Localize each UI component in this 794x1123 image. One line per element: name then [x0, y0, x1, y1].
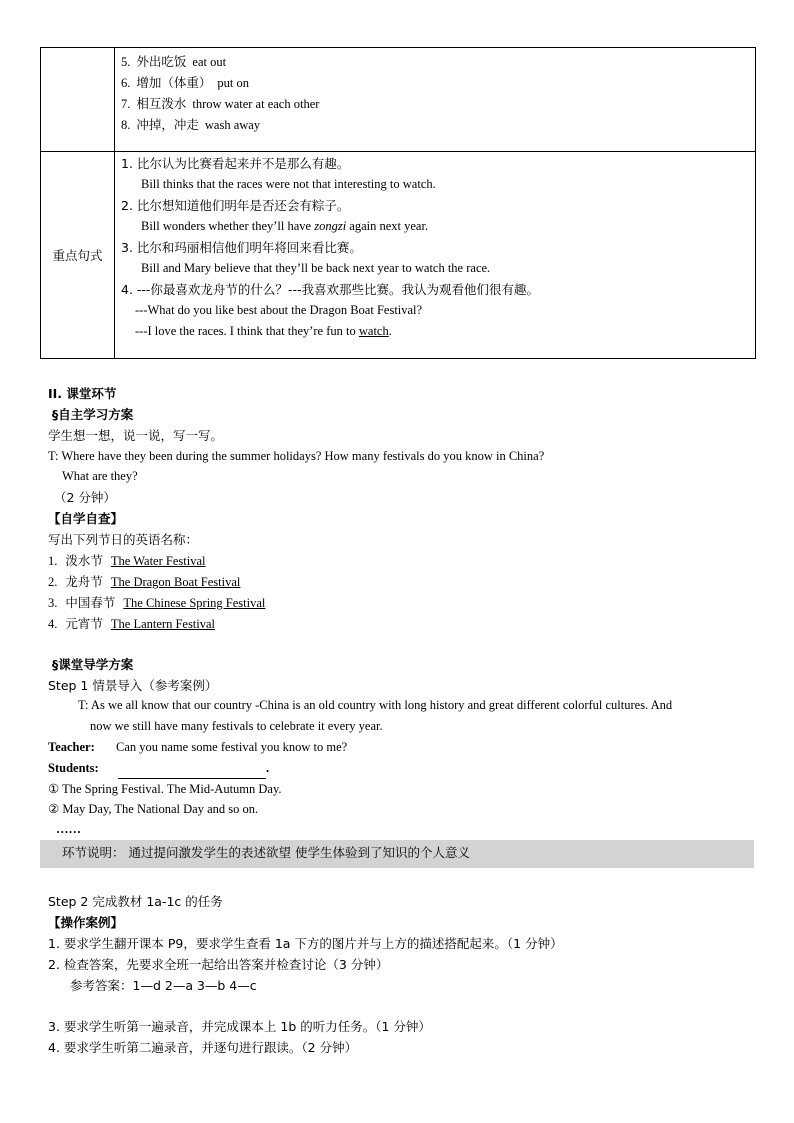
festival-number: 3.: [48, 596, 58, 610]
festival-item: [48, 550, 265, 571]
phrase-en: put on: [217, 76, 249, 90]
students-end: .: [266, 761, 270, 775]
festival-en: The Water Festival: [110, 554, 206, 568]
operation-2-reference: 参考答案：1—d 2—a 3—b 4—c: [70, 978, 257, 993]
table-row-key-sentences: [41, 152, 756, 359]
write-names-instruction: 写出下列节日的英语名称：: [48, 532, 199, 547]
key-sentences-label: 重点句式: [41, 152, 115, 359]
students-label: Students:: [48, 761, 99, 775]
section-note-bar: [40, 840, 754, 868]
phrase-zh: 增加（体重）: [136, 75, 212, 90]
phrase-number: 5.: [121, 55, 131, 69]
phrase-item: [121, 51, 755, 72]
festival-number: 4.: [48, 617, 58, 631]
phrase-table: [40, 47, 756, 359]
step-1-title: Step 1 情景导入（参考案例）: [48, 678, 218, 693]
sentence-4-answer-pre: ---I love the races. I think that they’re fun to: [135, 324, 359, 338]
sentence-2-en-pre: Bill wonders whether they’ll have: [141, 219, 315, 233]
sentence-2-zh: 2. 比尔想知道他们明年是否还会有粽子。: [121, 198, 350, 213]
phrase-list: [115, 48, 755, 135]
festival-en: The Dragon Boat Festival: [110, 575, 241, 589]
festival-item: [48, 592, 265, 613]
operation-case-heading: 【操作案例】: [48, 915, 124, 930]
sentence-3-en: Bill and Mary believe that they’ll be back next year to watch the race.: [141, 261, 491, 275]
phrase-number: 8.: [121, 118, 131, 132]
answer-2: ② May Day, The National Day and so on.: [48, 802, 259, 816]
operation-3: 3. 要求学生听第一遍录音，并完成课本上 1b 的听力任务。（1 分钟）: [48, 1019, 431, 1034]
row1-content-cell: [115, 48, 756, 152]
teacher-intro-2: now we still have many festivals to celebrate it every year.: [90, 719, 383, 733]
phrase-number: 6.: [121, 76, 131, 90]
guided-study-heading: §课堂导学方案: [52, 657, 134, 672]
answer-1: ① The Spring Festival. The Mid-Autumn Day.: [48, 782, 282, 796]
phrase-zh: 相互泼水: [136, 96, 187, 111]
sentence-1-en: Bill thinks that the races were not that interesting to watch.: [141, 177, 436, 191]
operation-2: 2. 检查答案，先要求全班一起给出答案并检查讨论（3 分钟）: [48, 957, 389, 972]
phrase-item: [121, 93, 755, 114]
sentence-3-zh: 3. 比尔和玛丽相信他们明年将回来看比赛。: [121, 240, 362, 255]
phrase-en: wash away: [204, 118, 261, 132]
sentence-4-answer-underlined: watch: [358, 324, 389, 338]
operation-4: 4. 要求学生听第二遍录音，并逐句进行跟读。（2 分钟）: [48, 1040, 358, 1055]
festival-list: [48, 550, 265, 634]
festival-zh: 中国春节: [65, 595, 116, 610]
teacher-label: Teacher:: [48, 740, 95, 754]
phrase-en: throw water at each other: [192, 97, 320, 111]
phrase-item: [121, 72, 755, 93]
section-heading: II. 课堂环节: [48, 386, 117, 401]
teacher-question-1: T: Where have they been during the summer holidays? How many festivals do you know in China?: [48, 449, 545, 463]
section-note-text: 环节说明： 通过提问激发学生的表述欲望 使学生体验到了知识的个人意义: [62, 845, 470, 860]
self-check-heading: 【自学自查】: [48, 511, 124, 526]
sentence-4-zh: 4. ---你最喜欢龙舟节的什么？---我喜欢那些比赛。我认为观看他们很有趣。: [121, 282, 539, 297]
phrase-zh: 冲掉，冲走: [136, 117, 199, 132]
phrase-number: 7.: [121, 97, 131, 111]
phrase-en: eat out: [192, 55, 227, 69]
festival-item: [48, 613, 265, 634]
teacher-line: [48, 737, 347, 758]
step-2-title: Step 2 完成教材 1a-1c 的任务: [48, 894, 223, 909]
festival-en: The Lantern Festival: [110, 617, 216, 631]
row1-label-cell: [41, 48, 115, 152]
festival-number: 2.: [48, 575, 58, 589]
festival-number: 1.: [48, 554, 58, 568]
operation-1: 1. 要求学生翻开课本 P9，要求学生查看 1a 下方的图片并与上方的描述搭配起来。（1 分钟）: [48, 936, 563, 951]
sentence-2-en-post: again next year.: [346, 219, 429, 233]
students-line: [48, 758, 269, 779]
sentence-4-answer: [121, 321, 755, 342]
festival-zh: 元宵节: [65, 616, 103, 631]
ellipsis: ……: [56, 822, 81, 836]
sentence-1-zh: 1. 比尔认为比赛看起来并不是那么有趣。: [121, 156, 350, 171]
answer-blank: [118, 764, 266, 779]
festival-item: [48, 571, 265, 592]
festival-zh: 泼水节: [65, 553, 103, 568]
sentence-4-answer-post: .: [388, 324, 392, 338]
time-note-1: （2 分钟）: [54, 490, 116, 505]
phrase-item: [121, 114, 755, 135]
sentence-2-en: [121, 216, 755, 237]
festival-zh: 龙舟节: [65, 574, 103, 589]
sentence-4-question: ---What do you like best about the Dragon Boat Festival?: [135, 303, 423, 317]
self-study-heading: §自主学习方案: [52, 407, 134, 422]
row2-content-cell: [115, 152, 756, 359]
teacher-intro-1: T: As we all know that our country -China is an old country with long history and great different colorful cultures. And: [78, 698, 673, 712]
teacher-text: Can you name some festival you know to me?: [116, 740, 348, 754]
think-instruction: 学生想一想，说一说，写一写。: [48, 428, 224, 443]
phrase-zh: 外出吃饭: [136, 54, 187, 69]
table-row-phrases: [41, 48, 756, 152]
festival-en: The Chinese Spring Festival: [123, 596, 266, 610]
sentence-2-en-zongzi: zongzi: [314, 219, 347, 233]
teacher-question-2: What are they?: [62, 469, 138, 483]
